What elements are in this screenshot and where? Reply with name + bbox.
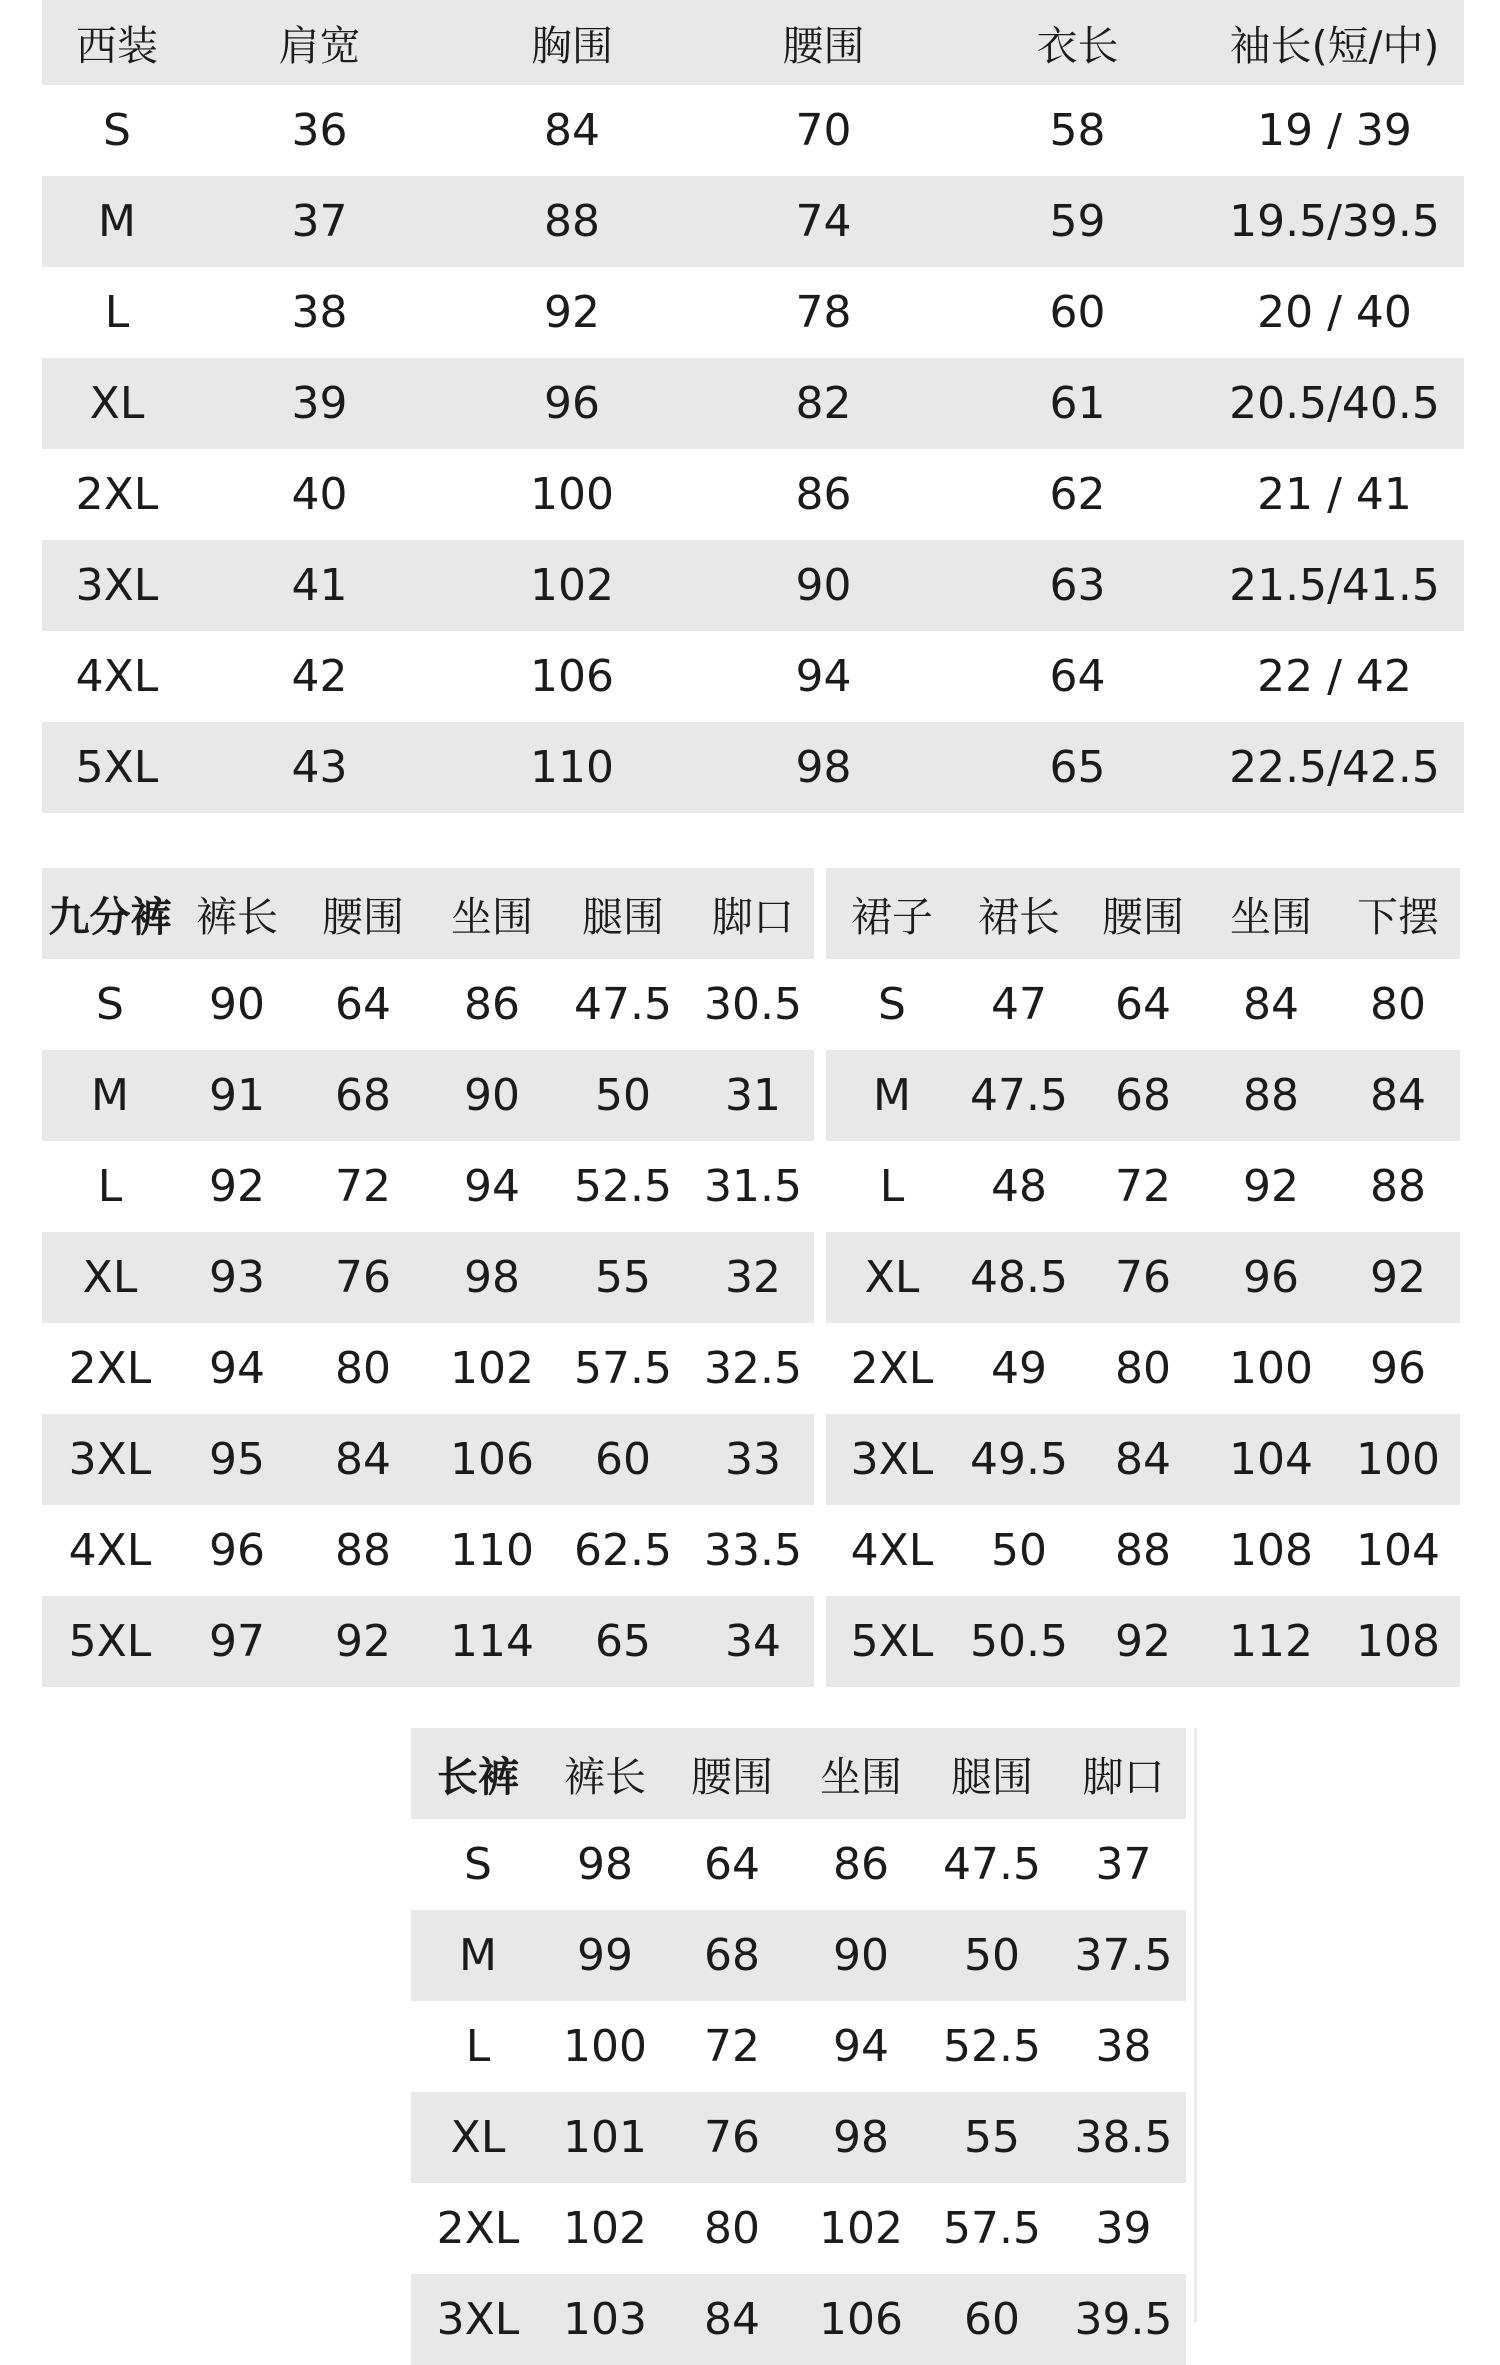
table-row [826,1505,1460,1596]
value-cell: 86 [464,979,520,1030]
suit-header-cell: 衣长 [950,0,1205,85]
table-row [42,631,1464,722]
size-cell: L [104,287,130,338]
value-cell: 37.5 [1061,1910,1186,2001]
value-cell: 74 [697,176,950,267]
value-cell: 110 [447,722,697,813]
value-cell: 42 [291,651,348,702]
size-cell: XL [42,1232,178,1323]
skirt-header-cell: 坐围 [1206,868,1336,959]
table-row [42,267,1464,358]
size-cell: L [97,1161,123,1212]
value-cell: 92 [296,1596,430,1687]
value-cell: 36 [291,105,348,156]
table-row [826,1232,1460,1323]
size-cell: S [96,979,124,1030]
size-cell: M [42,176,192,267]
value-cell: 80 [1370,979,1426,1030]
value-cell: 72 [704,2021,760,2072]
value-cell: 86 [795,469,852,520]
value-cell: 55 [923,2092,1061,2183]
value-cell: 37 [192,176,447,267]
long-header-cell: 腿围 [923,1728,1061,1819]
cropped-header-row [42,868,814,959]
value-cell: 96 [447,358,697,449]
table-row [826,1050,1460,1141]
value-cell: 110 [450,1525,534,1576]
value-cell: 88 [1115,1525,1171,1576]
suit-header-cell: 西装 [42,0,192,85]
size-cell: XL [826,1232,958,1323]
size-cell: 4XL [75,651,159,702]
table-row [42,959,814,1050]
table-row [42,1505,814,1596]
value-cell: 50 [991,1525,1047,1576]
value-cell: 106 [530,651,614,702]
size-cell: 3XL [42,1414,178,1505]
value-cell: 112 [1206,1596,1336,1687]
value-cell: 19.5/39.5 [1205,176,1464,267]
value-cell: 94 [833,2021,889,2072]
value-cell: 91 [178,1050,296,1141]
long-header-cell: 坐围 [799,1728,923,1819]
value-cell: 76 [665,2092,799,2183]
table-row [42,1596,814,1687]
value-cell: 31.5 [704,1161,802,1212]
value-cell: 20.5/40.5 [1205,358,1464,449]
value-cell: 78 [795,287,852,338]
value-cell: 52.5 [943,2021,1041,2072]
skirt-header-cell: 腰围 [1080,868,1206,959]
value-cell: 98 [430,1232,554,1323]
value-cell: 30.5 [704,979,802,1030]
suit-header-row [42,0,1464,85]
table-row [42,722,1464,813]
value-cell: 43 [192,722,447,813]
value-cell: 92 [1243,1161,1299,1212]
table-row [411,2183,1186,2274]
value-cell: 48.5 [958,1232,1080,1323]
size-cell: L [879,1161,905,1212]
skirt-header-row [826,868,1460,959]
value-cell: 92 [1080,1596,1206,1687]
value-cell: 84 [1336,1050,1460,1141]
size-cell: XL [42,358,192,449]
cropped-header-cell: 九分裤 [42,868,178,959]
value-cell: 60 [923,2274,1061,2365]
size-cell: 4XL [68,1525,152,1576]
size-cell: 5XL [42,722,192,813]
long-header-cell: 长裤 [411,1728,545,1819]
cropped-header-cell: 腰围 [296,868,430,959]
value-cell: 95 [178,1414,296,1505]
table-row [42,176,1464,267]
size-cell: L [465,2021,491,2072]
table-row [42,449,1464,540]
table-row [826,959,1460,1050]
value-cell: 19 / 39 [1257,105,1412,156]
value-cell: 40 [291,469,348,520]
value-cell: 108 [1336,1596,1460,1687]
value-cell: 104 [1206,1414,1336,1505]
value-cell: 47 [991,979,1047,1030]
value-cell: 64 [1115,979,1171,1030]
value-cell: 68 [1080,1050,1206,1141]
value-cell: 88 [1370,1161,1426,1212]
table-row [42,1323,814,1414]
value-cell: 57.5 [943,2203,1041,2254]
value-cell: 38 [291,287,348,338]
value-cell: 84 [1080,1414,1206,1505]
table-row [42,1414,814,1505]
size-cell: 2XL [436,2203,520,2254]
long-trousers-size-table [411,1728,1186,2365]
value-cell: 32 [692,1232,814,1323]
cropped-header-cell: 坐围 [430,868,554,959]
value-cell: 70 [795,105,852,156]
value-cell: 21 / 41 [1257,469,1412,520]
suit-header-cell: 肩宽 [192,0,447,85]
value-cell: 94 [209,1343,265,1394]
size-cell: 4XL [850,1525,934,1576]
skirt-size-table [826,868,1460,1687]
value-cell: 106 [430,1414,554,1505]
size-cell: 3XL [411,2274,545,2365]
value-cell: 34 [692,1596,814,1687]
value-cell: 76 [296,1232,430,1323]
table-row [42,1141,814,1232]
value-cell: 90 [430,1050,554,1141]
value-cell: 22.5/42.5 [1205,722,1464,813]
value-cell: 48 [991,1161,1047,1212]
table-row [42,85,1464,176]
value-cell: 33 [692,1414,814,1505]
cropped-trousers-size-table [42,868,814,1687]
value-cell: 102 [450,1343,534,1394]
value-cell: 88 [1206,1050,1336,1141]
table-row [411,1819,1186,1910]
value-cell: 22 / 42 [1257,651,1412,702]
value-cell: 64 [704,1839,760,1890]
value-cell: 76 [1080,1232,1206,1323]
table-row [826,1141,1460,1232]
value-cell: 96 [1206,1232,1336,1323]
skirt-header-cell: 下摆 [1336,868,1460,959]
value-cell: 94 [464,1161,520,1212]
size-cell: 2XL [850,1343,934,1394]
value-cell: 55 [554,1232,692,1323]
value-cell: 57.5 [574,1343,672,1394]
value-cell: 84 [1243,979,1299,1030]
value-cell: 103 [545,2274,665,2365]
value-cell: 68 [665,1910,799,2001]
value-cell: 92 [1336,1232,1460,1323]
value-cell: 63 [950,540,1205,631]
value-cell: 72 [1115,1161,1171,1212]
value-cell: 68 [296,1050,430,1141]
long-header-cell: 腰围 [665,1728,799,1819]
table-row [826,1596,1460,1687]
value-cell: 62 [1049,469,1106,520]
value-cell: 20 / 40 [1257,287,1412,338]
value-cell: 80 [704,2203,760,2254]
size-cell: M [42,1050,178,1141]
cropped-header-cell: 脚口 [692,868,814,959]
size-cell: 2XL [75,469,159,520]
value-cell: 90 [209,979,265,1030]
table-row [42,358,1464,449]
value-cell: 82 [697,358,950,449]
value-cell: 33.5 [704,1525,802,1576]
value-cell: 96 [1370,1343,1426,1394]
value-cell: 100 [563,2021,647,2072]
value-cell: 108 [1229,1525,1313,1576]
value-cell: 98 [799,2092,923,2183]
size-cell: M [826,1050,958,1141]
value-cell: 90 [799,1910,923,2001]
value-cell: 94 [795,651,852,702]
table-row [411,2092,1186,2183]
value-cell: 97 [178,1596,296,1687]
value-cell: 62.5 [574,1525,672,1576]
value-cell: 60 [554,1414,692,1505]
table-row [411,1910,1186,2001]
value-cell: 80 [335,1343,391,1394]
value-cell: 38.5 [1061,2092,1186,2183]
value-cell: 59 [950,176,1205,267]
value-cell: 58 [1049,105,1106,156]
value-cell: 49 [991,1343,1047,1394]
value-cell: 32.5 [704,1343,802,1394]
value-cell: 64 [335,979,391,1030]
skirt-header-cell: 裙子 [826,868,958,959]
value-cell: 50 [554,1050,692,1141]
table-row [826,1323,1460,1414]
value-cell: 64 [1049,651,1106,702]
value-cell: 96 [209,1525,265,1576]
size-cell: XL [411,2092,545,2183]
table-row [42,1232,814,1323]
value-cell: 39.5 [1061,2274,1186,2365]
value-cell: 90 [697,540,950,631]
cropped-header-cell: 裤长 [178,868,296,959]
value-cell: 41 [192,540,447,631]
value-cell: 102 [447,540,697,631]
suit-header-cell: 袖长(短/中) [1205,0,1464,85]
value-cell: 106 [799,2274,923,2365]
value-cell: 100 [1336,1414,1460,1505]
value-cell: 86 [833,1839,889,1890]
suit-header-cell: 腰围 [697,0,950,85]
value-cell: 102 [819,2203,903,2254]
long-header-row [411,1728,1186,1819]
value-cell: 100 [530,469,614,520]
value-cell: 114 [430,1596,554,1687]
table-row [42,540,1464,631]
size-cell: 3XL [42,540,192,631]
table-edge-divider [1194,1728,1197,2322]
value-cell: 65 [950,722,1205,813]
value-cell: 98 [577,1839,633,1890]
table-row [826,1414,1460,1505]
skirt-header-cell: 裙长 [958,868,1080,959]
size-cell: 3XL [826,1414,958,1505]
suit-header-cell: 胸围 [447,0,697,85]
value-cell: 50 [923,1910,1061,2001]
value-cell: 104 [1356,1525,1440,1576]
value-cell: 65 [554,1596,692,1687]
value-cell: 88 [335,1525,391,1576]
value-cell: 84 [665,2274,799,2365]
value-cell: 102 [563,2203,647,2254]
suit-size-table [42,0,1464,813]
value-cell: 47.5 [574,979,672,1030]
value-cell: 61 [950,358,1205,449]
value-cell: 84 [544,105,600,156]
value-cell: 101 [545,2092,665,2183]
size-cell: S [878,979,906,1030]
value-cell: 92 [209,1161,265,1212]
size-cell: 5XL [826,1596,958,1687]
value-cell: 39 [1095,2203,1152,2254]
size-cell: S [464,1839,492,1890]
value-cell: 50.5 [958,1596,1080,1687]
size-cell: S [103,105,131,156]
size-cell: 5XL [42,1596,178,1687]
value-cell: 31 [692,1050,814,1141]
table-row [411,2001,1186,2092]
table-row [411,2274,1186,2365]
value-cell: 60 [1049,287,1106,338]
size-cell: M [411,1910,545,2001]
value-cell: 39 [192,358,447,449]
size-cell: 2XL [68,1343,152,1394]
value-cell: 92 [544,287,600,338]
value-cell: 21.5/41.5 [1205,540,1464,631]
long-header-cell: 脚口 [1061,1728,1186,1819]
value-cell: 93 [178,1232,296,1323]
value-cell: 47.5 [943,1839,1041,1890]
value-cell: 99 [545,1910,665,2001]
table-row [42,1050,814,1141]
value-cell: 38 [1095,2021,1152,2072]
value-cell: 98 [697,722,950,813]
value-cell: 100 [1229,1343,1313,1394]
cropped-header-cell: 腿围 [554,868,692,959]
value-cell: 52.5 [574,1161,672,1212]
value-cell: 37 [1095,1839,1152,1890]
value-cell: 84 [296,1414,430,1505]
long-header-cell: 裤长 [545,1728,665,1819]
value-cell: 47.5 [958,1050,1080,1141]
value-cell: 49.5 [958,1414,1080,1505]
value-cell: 88 [447,176,697,267]
value-cell: 72 [335,1161,391,1212]
value-cell: 80 [1115,1343,1171,1394]
